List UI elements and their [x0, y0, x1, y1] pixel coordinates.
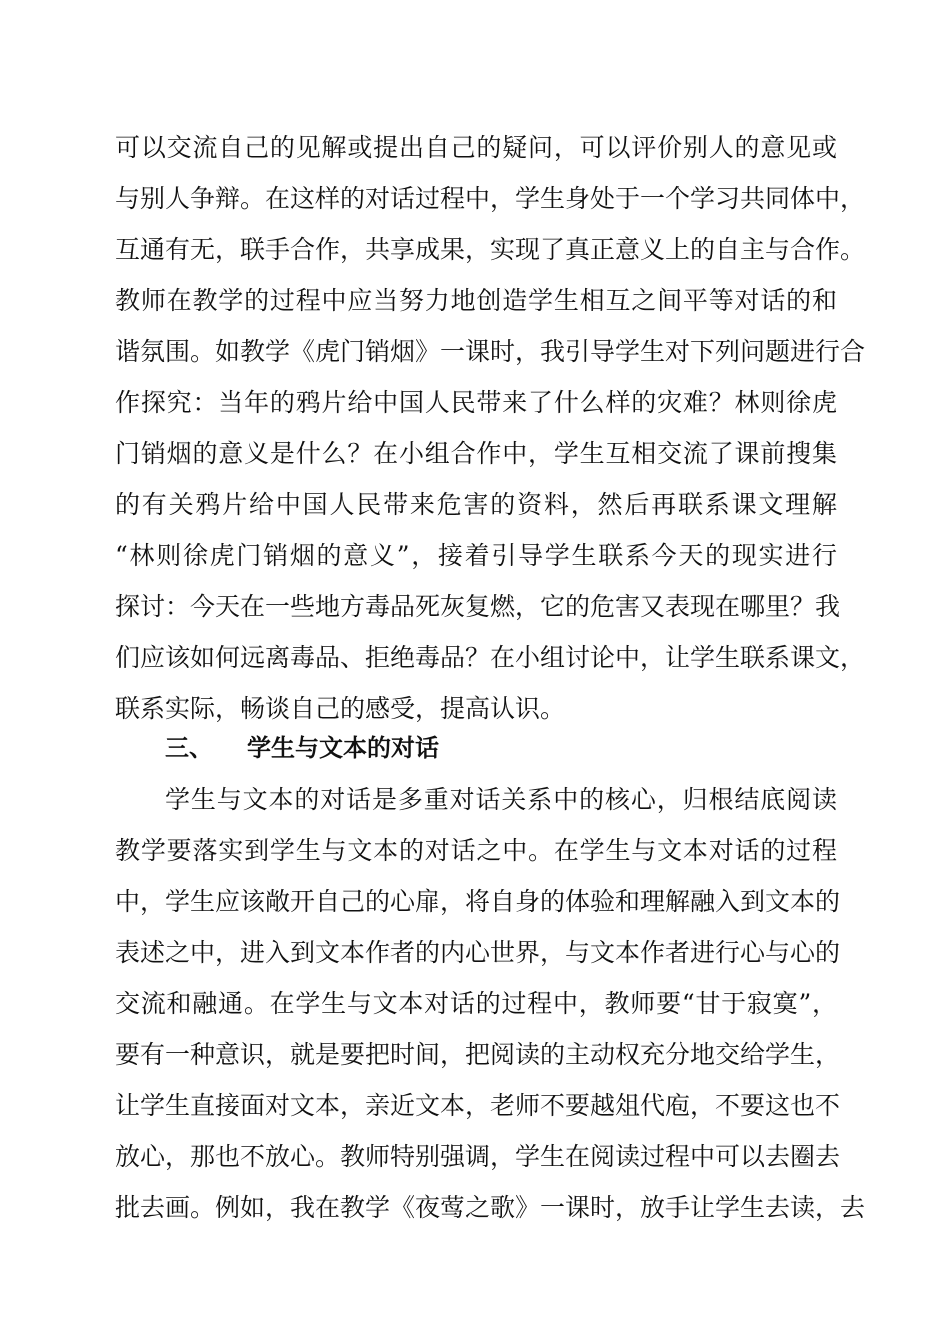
text-line: 表述之中，进入到文本作者的内心世界，与文本作者进行心与心的 [115, 938, 841, 967]
text-line: 可以交流自己的见解或提出自己的疑问，可以评价别人的意见或 [115, 133, 837, 162]
text-line: 门销烟的意义是什么？在小组合作中，学生互相交流了课前搜集 [115, 439, 837, 468]
section-heading-title: 学生与文本的对话 [247, 734, 439, 762]
text-line: 作探究：当年的鸦片给中国人民带来了什么样的灾难？林则徐虎 [115, 388, 837, 417]
text-line: 教师在教学的过程中应当努力地创造学生相互之间平等对话的和 [115, 286, 837, 315]
text-line: 互通有无，联手合作，共享成果，实现了真正意义上的自主与合作。 [115, 235, 866, 264]
text-line: 批去画。例如，我在教学《夜莺之歌》一课时，放手让学生去读，去 [115, 1193, 866, 1222]
text-line: 让学生直接面对文本，亲近文本，老师不要越俎代庖，不要这也不 [115, 1091, 841, 1120]
text-line: 中，学生应该敞开自己的心扉，将自身的体验和理解融入到文本的 [115, 887, 841, 916]
text-line: 们应该如何远离毒品、拒绝毒品？在小组讨论中，让学生联系课文， [115, 643, 866, 672]
text-line: 探讨：今天在一些地方毒品死灰复燃，它的危害又表现在哪里？我 [115, 592, 841, 621]
text-line: 教学要落实到学生与文本的对话之中。在学生与文本对话的过程 [115, 836, 837, 865]
text-line: “林则徐虎门销烟的意义”，接着引导学生联系今天的现实进行 [115, 541, 837, 570]
text-line: 学生与文本的对话是多重对话关系中的核心，归根结底阅读 [165, 785, 837, 814]
text-line: 放心，那也不放心。教师特别强调，学生在阅读过程中可以去圈去 [115, 1142, 841, 1171]
text-line: 谐氛围。如教学《虎门销烟》一课时，我引导学生对下列问题进行合 [115, 337, 866, 366]
text-line: 联系实际，畅谈自己的感受，提高认识。 [115, 694, 566, 723]
text-line: 与别人争辩。在这样的对话过程中，学生身处于一个学习共同体中， [115, 184, 866, 213]
text-line: 交流和融通。在学生与文本对话的过程中，教师要“甘于寂寞”， [115, 989, 837, 1018]
text-line: 的有关鸦片给中国人民带来危害的资料，然后再联系课文理解 [115, 490, 837, 519]
section-heading-number: 三、 [165, 734, 213, 762]
text-line: 要有一种意识，就是要把时间，把阅读的主动权充分地交给学生， [115, 1040, 841, 1069]
